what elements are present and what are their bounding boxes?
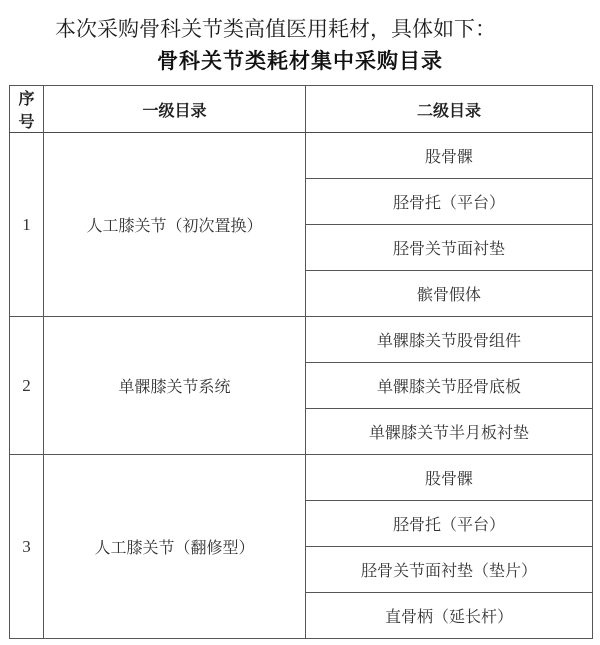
group2-level2-item: 单髁膝关节半月板衬垫 (306, 409, 593, 455)
group2-level1: 单髁膝关节系统 (44, 317, 306, 455)
group1-level2-item: 胫骨关节面衬垫 (306, 225, 593, 271)
table-row (10, 133, 593, 179)
group1-level1: 人工膝关节（初次置换） (44, 133, 306, 317)
header-serial-number: 序号 (10, 86, 44, 133)
header-level1-catalog: 一级目录 (44, 86, 306, 133)
group1-serial: 1 (10, 133, 44, 317)
table-title: 骨科关节类耗材集中采购目录 (157, 49, 443, 73)
group1-level2-item: 股骨髁 (306, 133, 593, 179)
group2-level2-item: 单髁膝关节胫骨底板 (306, 363, 593, 409)
group2-level2-item: 单髁膝关节股骨组件 (306, 317, 593, 363)
procurement-catalog-table (9, 85, 593, 639)
table-row (10, 317, 593, 363)
group2-serial: 2 (10, 317, 44, 455)
table-row (10, 455, 593, 501)
group3-level2-item: 直骨柄（延长杆） (306, 593, 593, 639)
group3-level2-item: 股骨髁 (306, 455, 593, 501)
group3-level2-item: 胫骨关节面衬垫（垫片） (306, 547, 593, 593)
group1-level2-item: 胫骨托（平台） (306, 179, 593, 225)
group3-level2-item: 胫骨托（平台） (306, 501, 593, 547)
table-header-row (10, 86, 593, 133)
header-level2-catalog: 二级目录 (306, 86, 593, 133)
group3-level1: 人工膝关节（翻修型） (44, 455, 306, 639)
group3-serial: 3 (10, 455, 44, 639)
intro-text: 本次采购骨科关节类高值医用耗材，具体如下： (55, 17, 496, 41)
group1-level2-item: 髌骨假体 (306, 271, 593, 317)
